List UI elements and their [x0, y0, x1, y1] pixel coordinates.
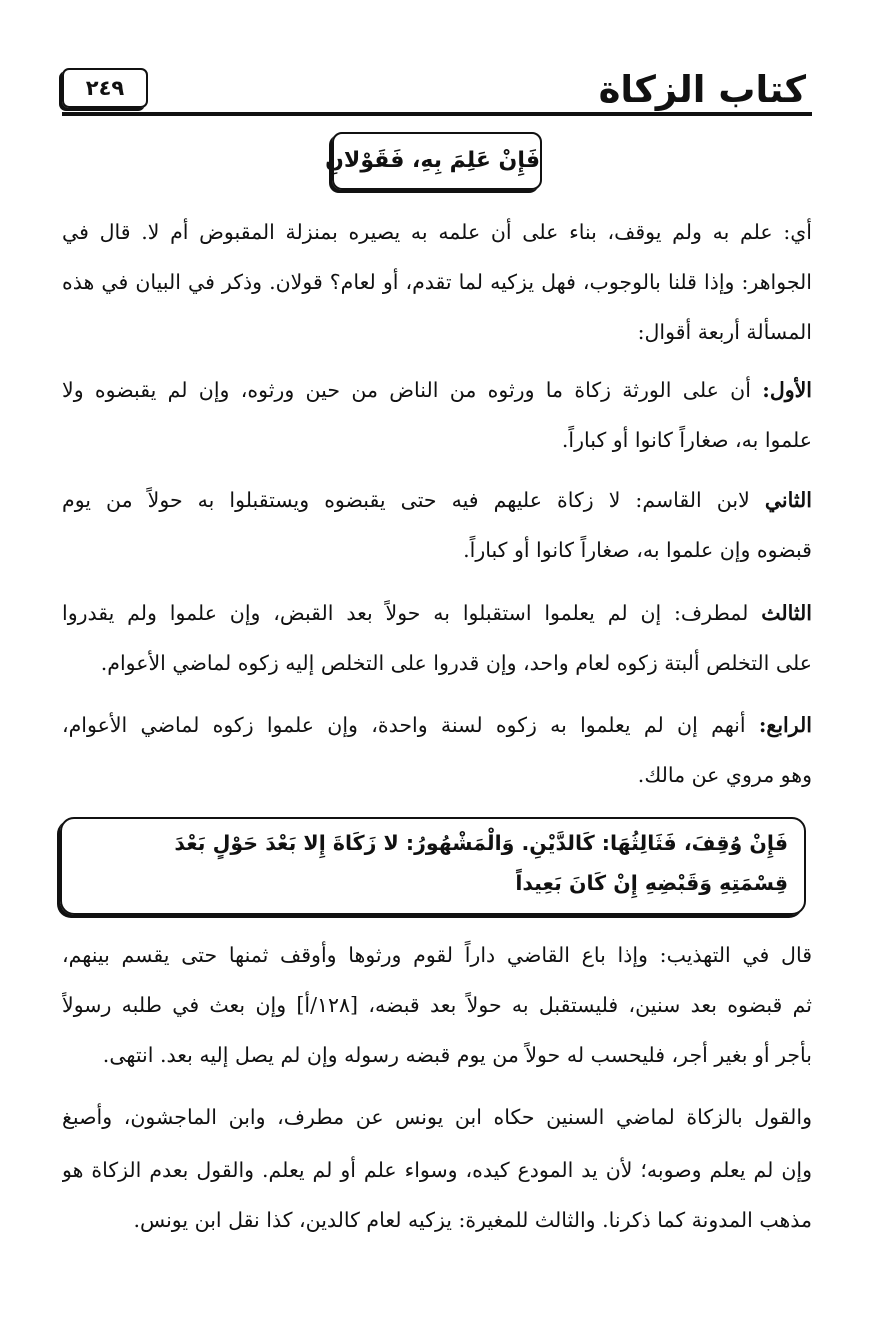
- para-2-line-1: [62, 370, 812, 410]
- para-5-line-2: وهو مروي عن مالك.: [637, 763, 812, 787]
- running-header-title: كتاب الزكاة: [598, 68, 806, 111]
- para-5-lead: الرابع:: [758, 713, 812, 737]
- header-rule: [62, 112, 812, 116]
- para-4-line-2: على التخلص ألبتة زكوه لعام واحد، وإن قدروا على التخلص إليه زكوه لماضي الأعوام.: [100, 651, 812, 675]
- matn-box-1: [325, 132, 542, 190]
- page-number: ٢٤٩: [85, 76, 125, 100]
- para-7-line-1: والقول بالزكاة لماضي السنين حكاه ابن يونس عن مطرف، وابن الماجشون، وأصبغ: [62, 1105, 812, 1129]
- matn-2-line-2: قِسْمَتِهِ وَقَبْضِهِ إِنْ كَانَ بَعِيداً: [515, 871, 788, 895]
- para-3-lead: الثاني: [764, 488, 812, 512]
- para-1-line-1: أي: علم به ولم يوقف، بناء على أن علمه به يصيره بمنزلة المقبوض أم لا. قال في: [62, 220, 812, 244]
- para-1-line-3: المسألة أربعة أقوال:: [637, 320, 812, 344]
- para-4-line-1: [62, 593, 812, 633]
- page-number-box: [62, 68, 148, 108]
- para-2-line-2: علموا به، صغاراً كانوا أو كباراً.: [561, 428, 812, 452]
- matn-box-2: [60, 817, 806, 915]
- para-3-line-2: قبضوه وإن علموا به، صغاراً كانوا أو كباراً.: [463, 538, 812, 562]
- para-3-text: لابن القاسم: لا زكاة عليهم فيه حتى يقبضوه ويستقبلوا به حولاً من يوم: [62, 488, 765, 512]
- para-4-text: لمطرف: إن لم يعلموا استقبلوا به حولاً بعد القبض، وإن علموا ولم يقدروا: [62, 601, 762, 625]
- para-7-line-2: وإن لم يعلم وصوبه؛ لأن يد المودع كيده، وسواء علم أو لم يعلم. والقول بعدم الزكاة هو: [62, 1158, 812, 1182]
- para-7-line-3: مذهب المدونة كما ذكرنا. والثالث للمغيرة: يزكيه لعام كالدين، كذا نقل ابن يونس.: [133, 1208, 812, 1232]
- para-5-text: أنهم إن لم يعلموا به زكوه لسنة واحدة، وإن علموا زكوه لماضي الأعوام،: [62, 713, 759, 737]
- para-6-line-2: ثم قبضوه بعد سنين، فليستقبل به حولاً بعد قبضه، [١٢٨/أ] وإن بعث في طلبه رسولاً: [62, 993, 812, 1017]
- para-1-line-2: الجواهر: وإذا قلنا بالوجوب، فهل يزكيه لما تقدم، أو لعام؟ قولان. وذكر في البيان في هذه: [62, 270, 812, 294]
- matn-text-1: فَإِنْ عَلِمَ بِهِ، فَقَوْلانِ: [325, 148, 540, 173]
- para-3-line-1: [62, 480, 812, 520]
- para-6-line-3: بأجر أو بغير أجر، فليحسب له حولاً من يوم قبضه رسوله وإن لم يصل إليه بعد. انتهى.: [102, 1043, 812, 1067]
- para-4-lead: الثالث: [761, 601, 812, 625]
- para-2-text: أن على الورثة زكاة ما ورثوه من الناض من حين ورثوه، وإن لم يقبضوه ولا: [62, 378, 763, 402]
- para-2-lead: الأول:: [762, 378, 812, 402]
- para-5-line-1: [62, 705, 812, 745]
- matn-2-line-1: فَإِنْ وُقِفَ، فَثَالِثُهَا: كَالدَّيْنِ. وَالْمَشْهُورُ: لا زَكَاةَ إِلا بَعْدَ حَوْلٍ بَعْدَ: [174, 831, 788, 855]
- para-6-line-1: قال في التهذيب: وإذا باع القاضي داراً لقوم ورثوها وأوقف ثمنها حتى يقسم بينهم،: [62, 943, 812, 967]
